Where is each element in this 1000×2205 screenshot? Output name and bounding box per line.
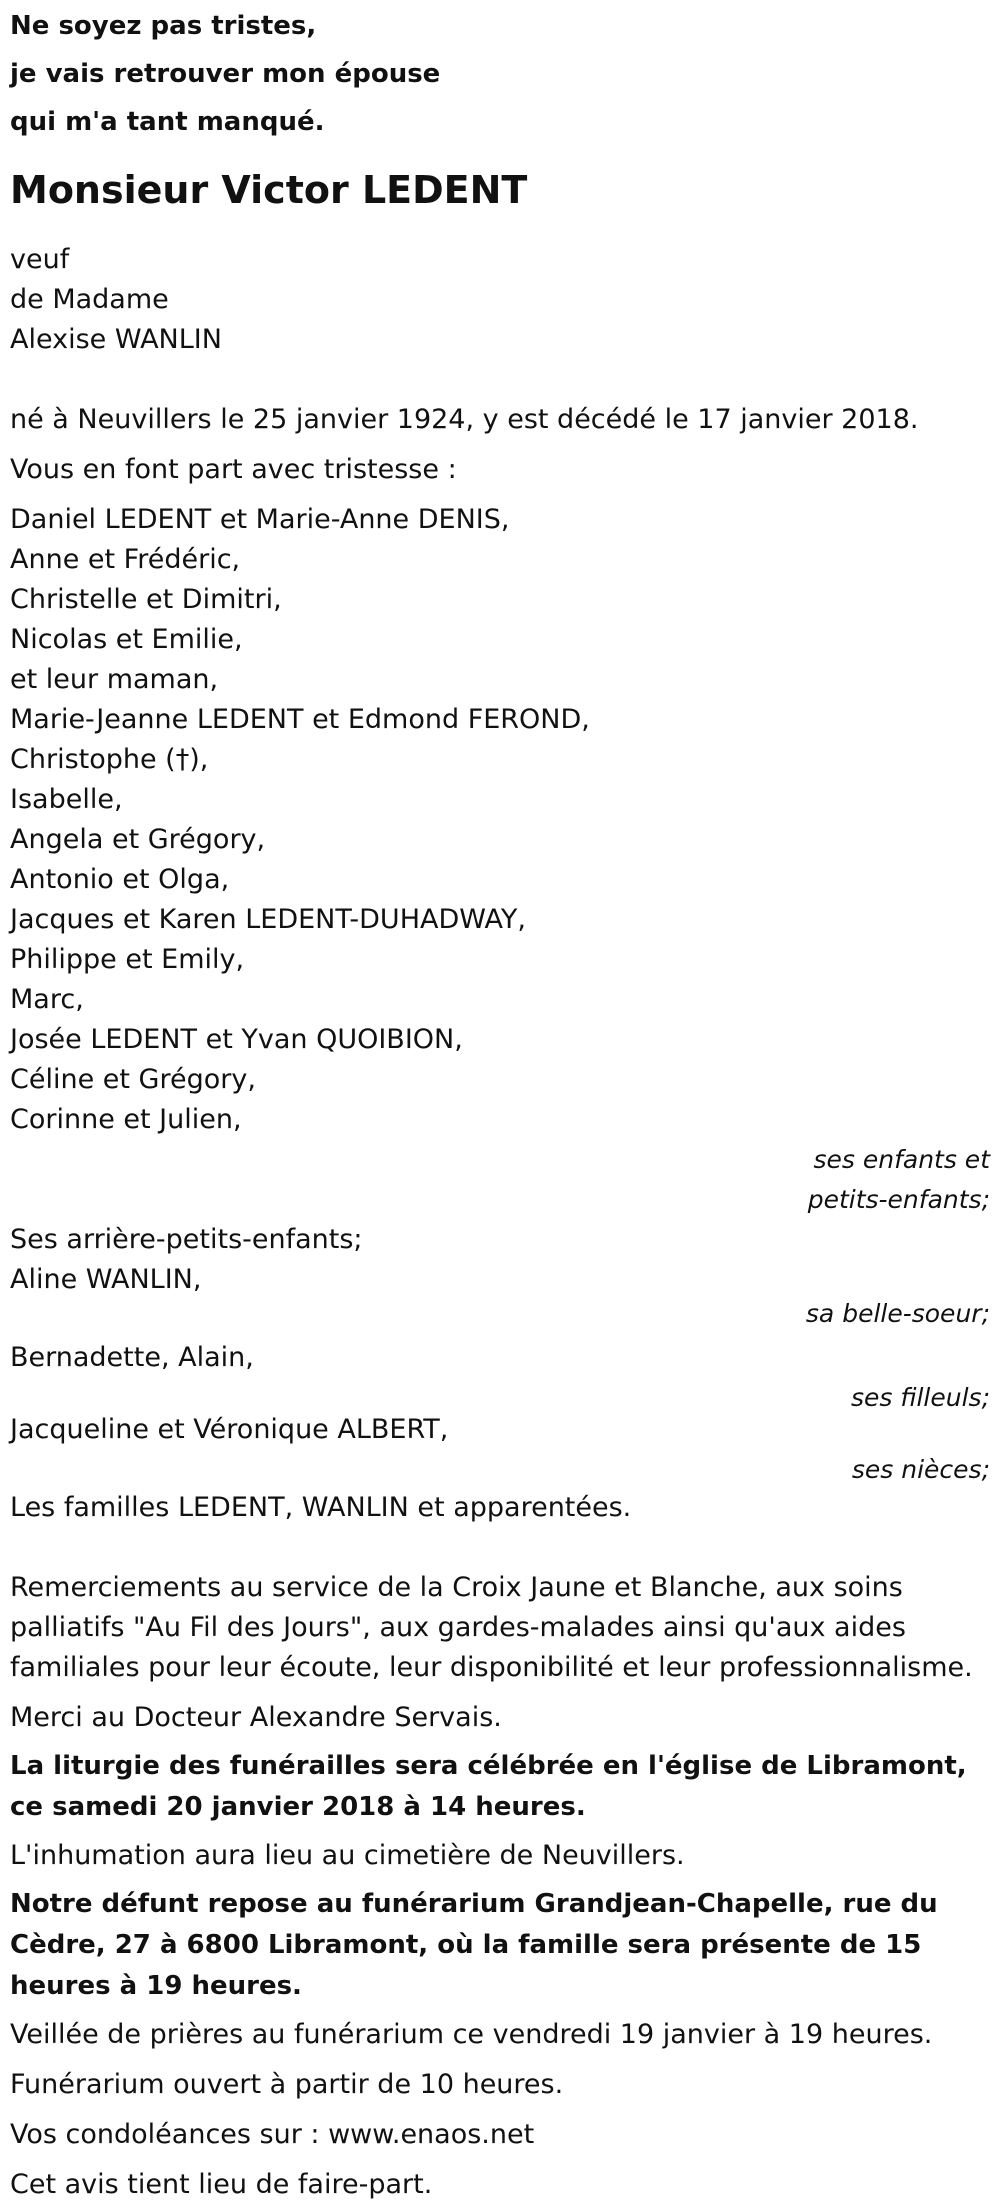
godchildren-role: ses filleuls; bbox=[850, 1383, 990, 1412]
sister-in-law-name: Aline WANLIN, bbox=[10, 1264, 202, 1295]
list-item: Marie-Jeanne LEDENT et Edmond FEROND, bbox=[10, 704, 590, 735]
list-item: et leur maman, bbox=[10, 664, 219, 695]
list-item: Isabelle, bbox=[10, 784, 123, 815]
nieces-role: ses nièces; bbox=[851, 1455, 990, 1484]
list-item: Philippe et Emily, bbox=[10, 944, 245, 975]
widower-line-3: Alexise WANLIN bbox=[10, 324, 222, 355]
liturgy-paragraph: La liturgie des funérailles sera célébrée en l'église de Libramont, ce samedi 20 janvier 2018 à 14 heures. bbox=[10, 1751, 967, 1822]
open-hours-line: Funérarium ouvert à partir de 10 heures. bbox=[10, 2069, 564, 2100]
children-list bbox=[10, 500, 990, 1140]
burial-line: L'inhumation aura lieu au cimetière de Neuvillers. bbox=[10, 1840, 685, 1871]
great-grandchildren-line: Ses arrière-petits-enfants; bbox=[10, 1224, 363, 1255]
birth-death-line: né à Neuvillers le 25 janvier 1924, y est décédé le 17 janvier 2018. bbox=[10, 404, 919, 435]
nieces-name: Jacqueline et Véronique ALBERT, bbox=[10, 1414, 449, 1445]
list-item: Daniel LEDENT et Marie-Anne DENIS, bbox=[10, 504, 510, 535]
funerarium-paragraph: Notre défunt repose au funérarium Grandjean-Chapelle, rue du Cèdre, 27 à 6800 Libramont, où la famille sera présente de 15 heures à 19 heures. bbox=[10, 1889, 938, 2001]
quote-line-1: Ne soyez pas tristes, bbox=[10, 11, 317, 41]
sister-in-law-role: sa belle-soeur; bbox=[805, 1299, 990, 1328]
list-item: Josée LEDENT et Yvan QUOIBION, bbox=[10, 1024, 463, 1055]
thanks-paragraph: Remerciements au service de la Croix Jaune et Blanche, aux soins palliatifs "Au Fil des Jours", aux gardes-malades ainsi qu'aux aides familiales pour leur écoute, leur disponibilité et leur professionnalisme. bbox=[10, 1572, 973, 1683]
list-item: Nicolas et Emilie, bbox=[10, 624, 243, 655]
godchildren-name: Bernadette, Alain, bbox=[10, 1342, 254, 1373]
list-item: Angela et Grégory, bbox=[10, 824, 266, 855]
quote-line-3: qui m'a tant manqué. bbox=[10, 107, 325, 137]
list-item: Céline et Grégory, bbox=[10, 1064, 256, 1095]
list-item: Anne et Frédéric, bbox=[10, 544, 241, 575]
list-item: Christophe (†), bbox=[10, 744, 209, 775]
epitaph-quote bbox=[10, 0, 990, 146]
thanks-doctor-line: Merci au Docteur Alexandre Servais. bbox=[10, 1702, 502, 1733]
list-item: Jacques et Karen LEDENT-DUHADWAY, bbox=[10, 904, 526, 935]
notice-line: Cet avis tient lieu de faire-part. bbox=[10, 2169, 433, 2200]
list-item: Corinne et Julien, bbox=[10, 1104, 242, 1135]
widower-line-2: de Madame bbox=[10, 284, 169, 315]
widower-block bbox=[10, 240, 990, 360]
condolences-line: Vos condoléances sur : www.enaos.net bbox=[10, 2119, 535, 2150]
announce-line: Vous en font part avec tristesse : bbox=[10, 454, 457, 485]
vigil-line: Veillée de prières au funérarium ce vendredi 19 janvier à 19 heures. bbox=[10, 2019, 933, 2050]
quote-line-2: je vais retrouver mon épouse bbox=[10, 59, 441, 89]
list-item: Antonio et Olga, bbox=[10, 864, 230, 895]
families-line: Les familles LEDENT, WANLIN et apparentées. bbox=[10, 1492, 632, 1523]
list-item: Christelle et Dimitri, bbox=[10, 584, 282, 615]
children-role-line-1: ses enfants et bbox=[813, 1145, 990, 1174]
widower-line-1: veuf bbox=[10, 244, 70, 275]
list-item: Marc, bbox=[10, 984, 84, 1015]
deceased-name: Monsieur Victor LEDENT bbox=[10, 168, 528, 212]
children-role-line-2: petits-enfants; bbox=[807, 1185, 990, 1214]
